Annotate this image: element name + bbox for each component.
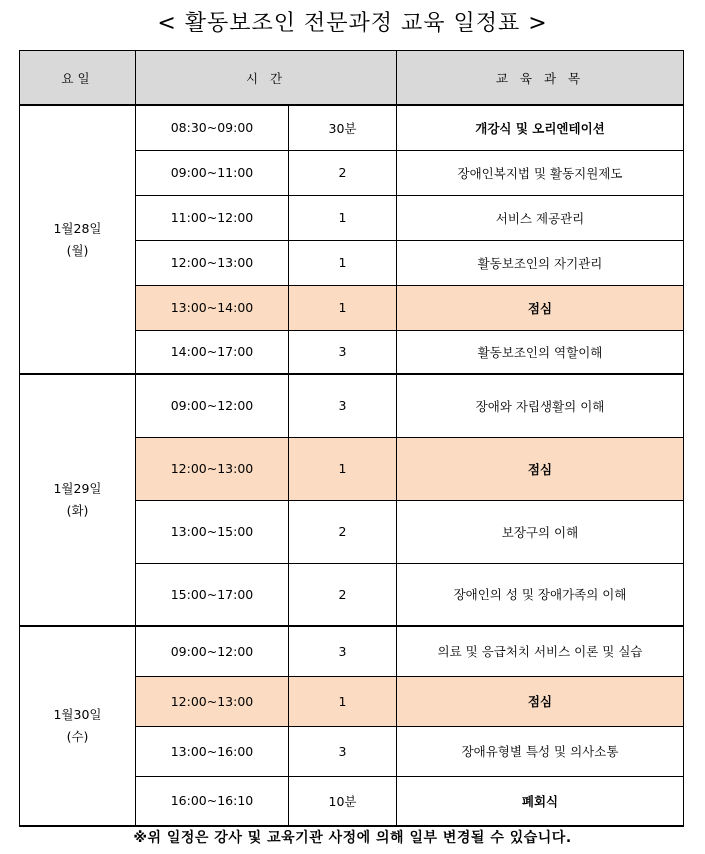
time-cell: 16:00~16:10 (136, 776, 289, 826)
hours-cell: 1 (289, 195, 397, 240)
time-cell: 08:30~09:00 (136, 105, 289, 150)
subject-cell: 보장구의 이해 (397, 500, 684, 563)
schedule-body (20, 105, 684, 826)
hours-cell: 3 (289, 626, 397, 676)
time-cell: 13:00~16:00 (136, 726, 289, 776)
subject-cell: 장애유형별 특성 및 의사소통 (397, 726, 684, 776)
subject-cell: 점심 (397, 285, 684, 330)
hours-cell: 1 (289, 240, 397, 285)
table-row (20, 626, 684, 676)
time-cell: 12:00~13:00 (136, 240, 289, 285)
hours-cell: 2 (289, 563, 397, 626)
time-cell: 09:00~12:00 (136, 374, 289, 437)
day-weekday: (수) (66, 729, 89, 744)
subject-cell: 활동보조인의 자기관리 (397, 240, 684, 285)
hours-cell: 3 (289, 374, 397, 437)
hours-cell: 1 (289, 285, 397, 330)
time-cell: 12:00~13:00 (136, 676, 289, 726)
day-cell (20, 374, 136, 626)
time-cell: 12:00~13:00 (136, 437, 289, 500)
day-weekday: (월) (66, 242, 89, 258)
time-cell: 09:00~12:00 (136, 626, 289, 676)
hours-cell: 3 (289, 330, 397, 374)
subject-cell: 서비스 제공관리 (397, 195, 684, 240)
day-date: 1월28일 (53, 220, 102, 236)
table-row (20, 374, 684, 437)
time-cell: 14:00~17:00 (136, 330, 289, 374)
header-day: 요일 (20, 51, 136, 106)
header-subject: 교 육 과 목 (397, 51, 684, 106)
footnote: ※위 일정은 강사 및 교육기관 사정에 의해 일부 변경될 수 있습니다. (133, 830, 572, 846)
table-row (20, 105, 684, 150)
day-cell (20, 626, 136, 826)
hours-cell: 1 (289, 437, 397, 500)
page-title: < 활동보조인 전문과정 교육 일정표 > (157, 11, 548, 36)
schedule-table (19, 50, 684, 827)
subject-cell: 의료 및 응급처치 서비스 이론 및 실습 (397, 626, 684, 676)
hours-cell: 30분 (289, 105, 397, 150)
day-date: 1월30일 (53, 707, 102, 722)
day-cell (20, 105, 136, 374)
subject-cell: 폐회식 (397, 776, 684, 826)
time-cell: 15:00~17:00 (136, 563, 289, 626)
hours-cell: 10분 (289, 776, 397, 826)
subject-cell: 장애인복지법 및 활동지원제도 (397, 150, 684, 195)
day-date: 1월29일 (53, 481, 102, 496)
subject-cell: 점심 (397, 676, 684, 726)
header-row (20, 51, 684, 106)
header-time: 시 간 (136, 51, 397, 106)
day-weekday: (화) (66, 503, 89, 518)
hours-cell: 1 (289, 676, 397, 726)
hours-cell: 3 (289, 726, 397, 776)
hours-cell: 2 (289, 150, 397, 195)
time-cell: 13:00~15:00 (136, 500, 289, 563)
subject-cell: 개강식 및 오리엔테이션 (397, 105, 684, 150)
time-cell: 09:00~11:00 (136, 150, 289, 195)
hours-cell: 2 (289, 500, 397, 563)
subject-cell: 점심 (397, 437, 684, 500)
time-cell: 11:00~12:00 (136, 195, 289, 240)
subject-cell: 장애인의 성 및 장애가족의 이해 (397, 563, 684, 626)
subject-cell: 활동보조인의 역할이해 (397, 330, 684, 374)
time-cell: 13:00~14:00 (136, 285, 289, 330)
subject-cell: 장애와 자립생활의 이해 (397, 374, 684, 437)
